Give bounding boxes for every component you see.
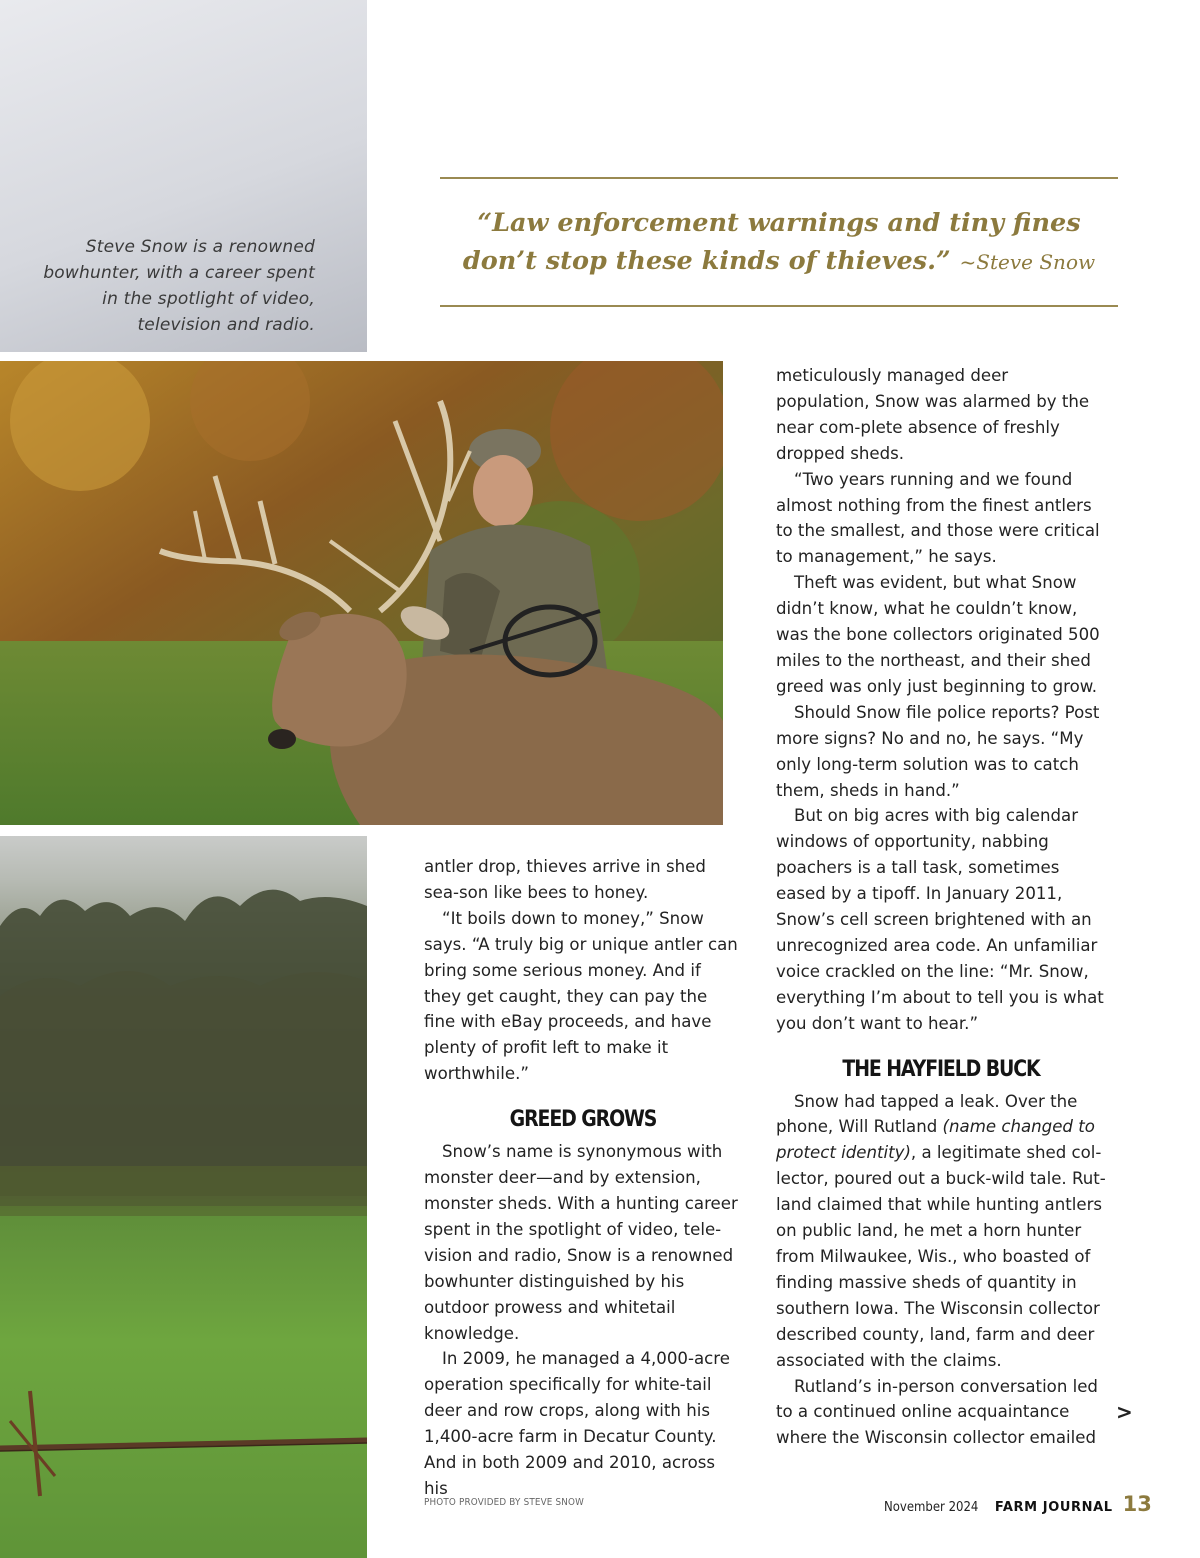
body-paragraph: Rutland’s in-person conversation led to a continued online acquaintance where the Wisconsin collector emailed xyxy=(776,1376,1098,1448)
photo-credit: PHOTO PROVIDED BY STEVE SNOW xyxy=(424,1497,585,1508)
page-footer xyxy=(884,1492,1152,1516)
page-number: 13 xyxy=(1122,1492,1152,1516)
photo-caption: Steve Snow is a renowned bowhunter, with a career spent in the spotlight of video, television and radio. xyxy=(43,237,315,335)
issue-date: November 2024 xyxy=(884,1500,979,1515)
body-paragraph: meticulously managed deer population, Snow was alarmed by the near com-plete absence of freshly dropped sheds. xyxy=(776,366,1090,463)
body-paragraph: antler drop, thieves arrive in shed sea-son like bees to honey. xyxy=(424,857,706,902)
background-photo-field xyxy=(0,836,367,1558)
body-text-italic: (name changed to protect identity) xyxy=(776,1117,1095,1163)
hunter-with-buck-photo xyxy=(0,361,723,825)
body-paragraph: In 2009, he managed a 4,000-acre operation specifically for white-tail deer and row crops, along with his 1,400-acre farm in Decatur County. And in both 2009 and 2010, across his xyxy=(424,1349,730,1498)
body-paragraph: Should Snow file police reports? Post more signs? No and no, he says. “My only long-term solution was to catch them, sheds in hand.” xyxy=(776,702,1100,800)
hunter-with-buck-illustration xyxy=(0,361,723,825)
article-column-right xyxy=(776,363,1106,1451)
body-paragraph: But on big acres with big calendar windows of opportunity, nabbing poachers is a tall task, sometimes eased by a tipoff. In January 2011, Snow’s cell screen brightened with an unrecognized area code. An unfamiliar voice crackled on the line: “Mr. Snow, everything I’m about to tell you is what you don’t want to hear.” xyxy=(776,806,1104,1033)
pullquote-attribution: ~Steve Snow xyxy=(959,250,1096,274)
treeline-and-barbed-wire xyxy=(0,836,367,1558)
article-column-middle xyxy=(424,854,742,1502)
body-text: , a legitimate shed col-lector, poured out a buck-wild tale. Rut-land claimed that while hunting antlers on public land, he met a horn hunter from Milwaukee, Wis., who boasted of finding massive sheds of quantity in southern Iowa. The Wisconsin collector described county, land, farm and deer associated with the claims. xyxy=(776,1143,1106,1370)
body-paragraph: “Two years running and we found almost nothing from the finest antlers to the smallest, and those were critical to management,” he says. xyxy=(776,469,1100,567)
publication-name: FARM JOURNAL xyxy=(994,1500,1113,1515)
section-heading-hayfield-buck: THE HAYFIELD BUCK xyxy=(842,1056,1040,1082)
body-paragraph xyxy=(776,1089,1106,1374)
pullquote-text: “Law enforcement warnings and tiny fines don’t stop these kinds of thieves.” xyxy=(462,208,1081,276)
pullquote-rule-top xyxy=(440,177,1118,179)
body-text: Snow had tapped a leak. Over the phone, Will Rutland xyxy=(776,1091,1078,1137)
pullquote-rule-bottom xyxy=(440,305,1118,307)
pullquote xyxy=(440,204,1118,281)
body-paragraph: “It boils down to money,” Snow says. “A truly big or unique antler can bring some serious money. And if they get caught, they can pay the fine with eBay proceeds, and have plenty of profit left to make it worthwhile.” xyxy=(424,908,738,1084)
section-heading-greed-grows: GREED GROWS xyxy=(509,1107,657,1133)
body-paragraph: Snow’s name is synonymous with monster deer—and by extension, monster sheds. With a hunting career spent in the spotlight of video, tele-vision and radio, Snow is a renowned bowhunter distinguished by his outdoor prowess and whitetail knowledge. xyxy=(424,1142,738,1343)
continue-arrow-icon[interactable]: > xyxy=(1116,1400,1133,1424)
body-paragraph: Theft was evident, but what Snow didn’t know, what he couldn’t know, was the bone collectors originated 500 miles to the northeast, and their shed greed was only just beginning to grow. xyxy=(776,573,1100,696)
